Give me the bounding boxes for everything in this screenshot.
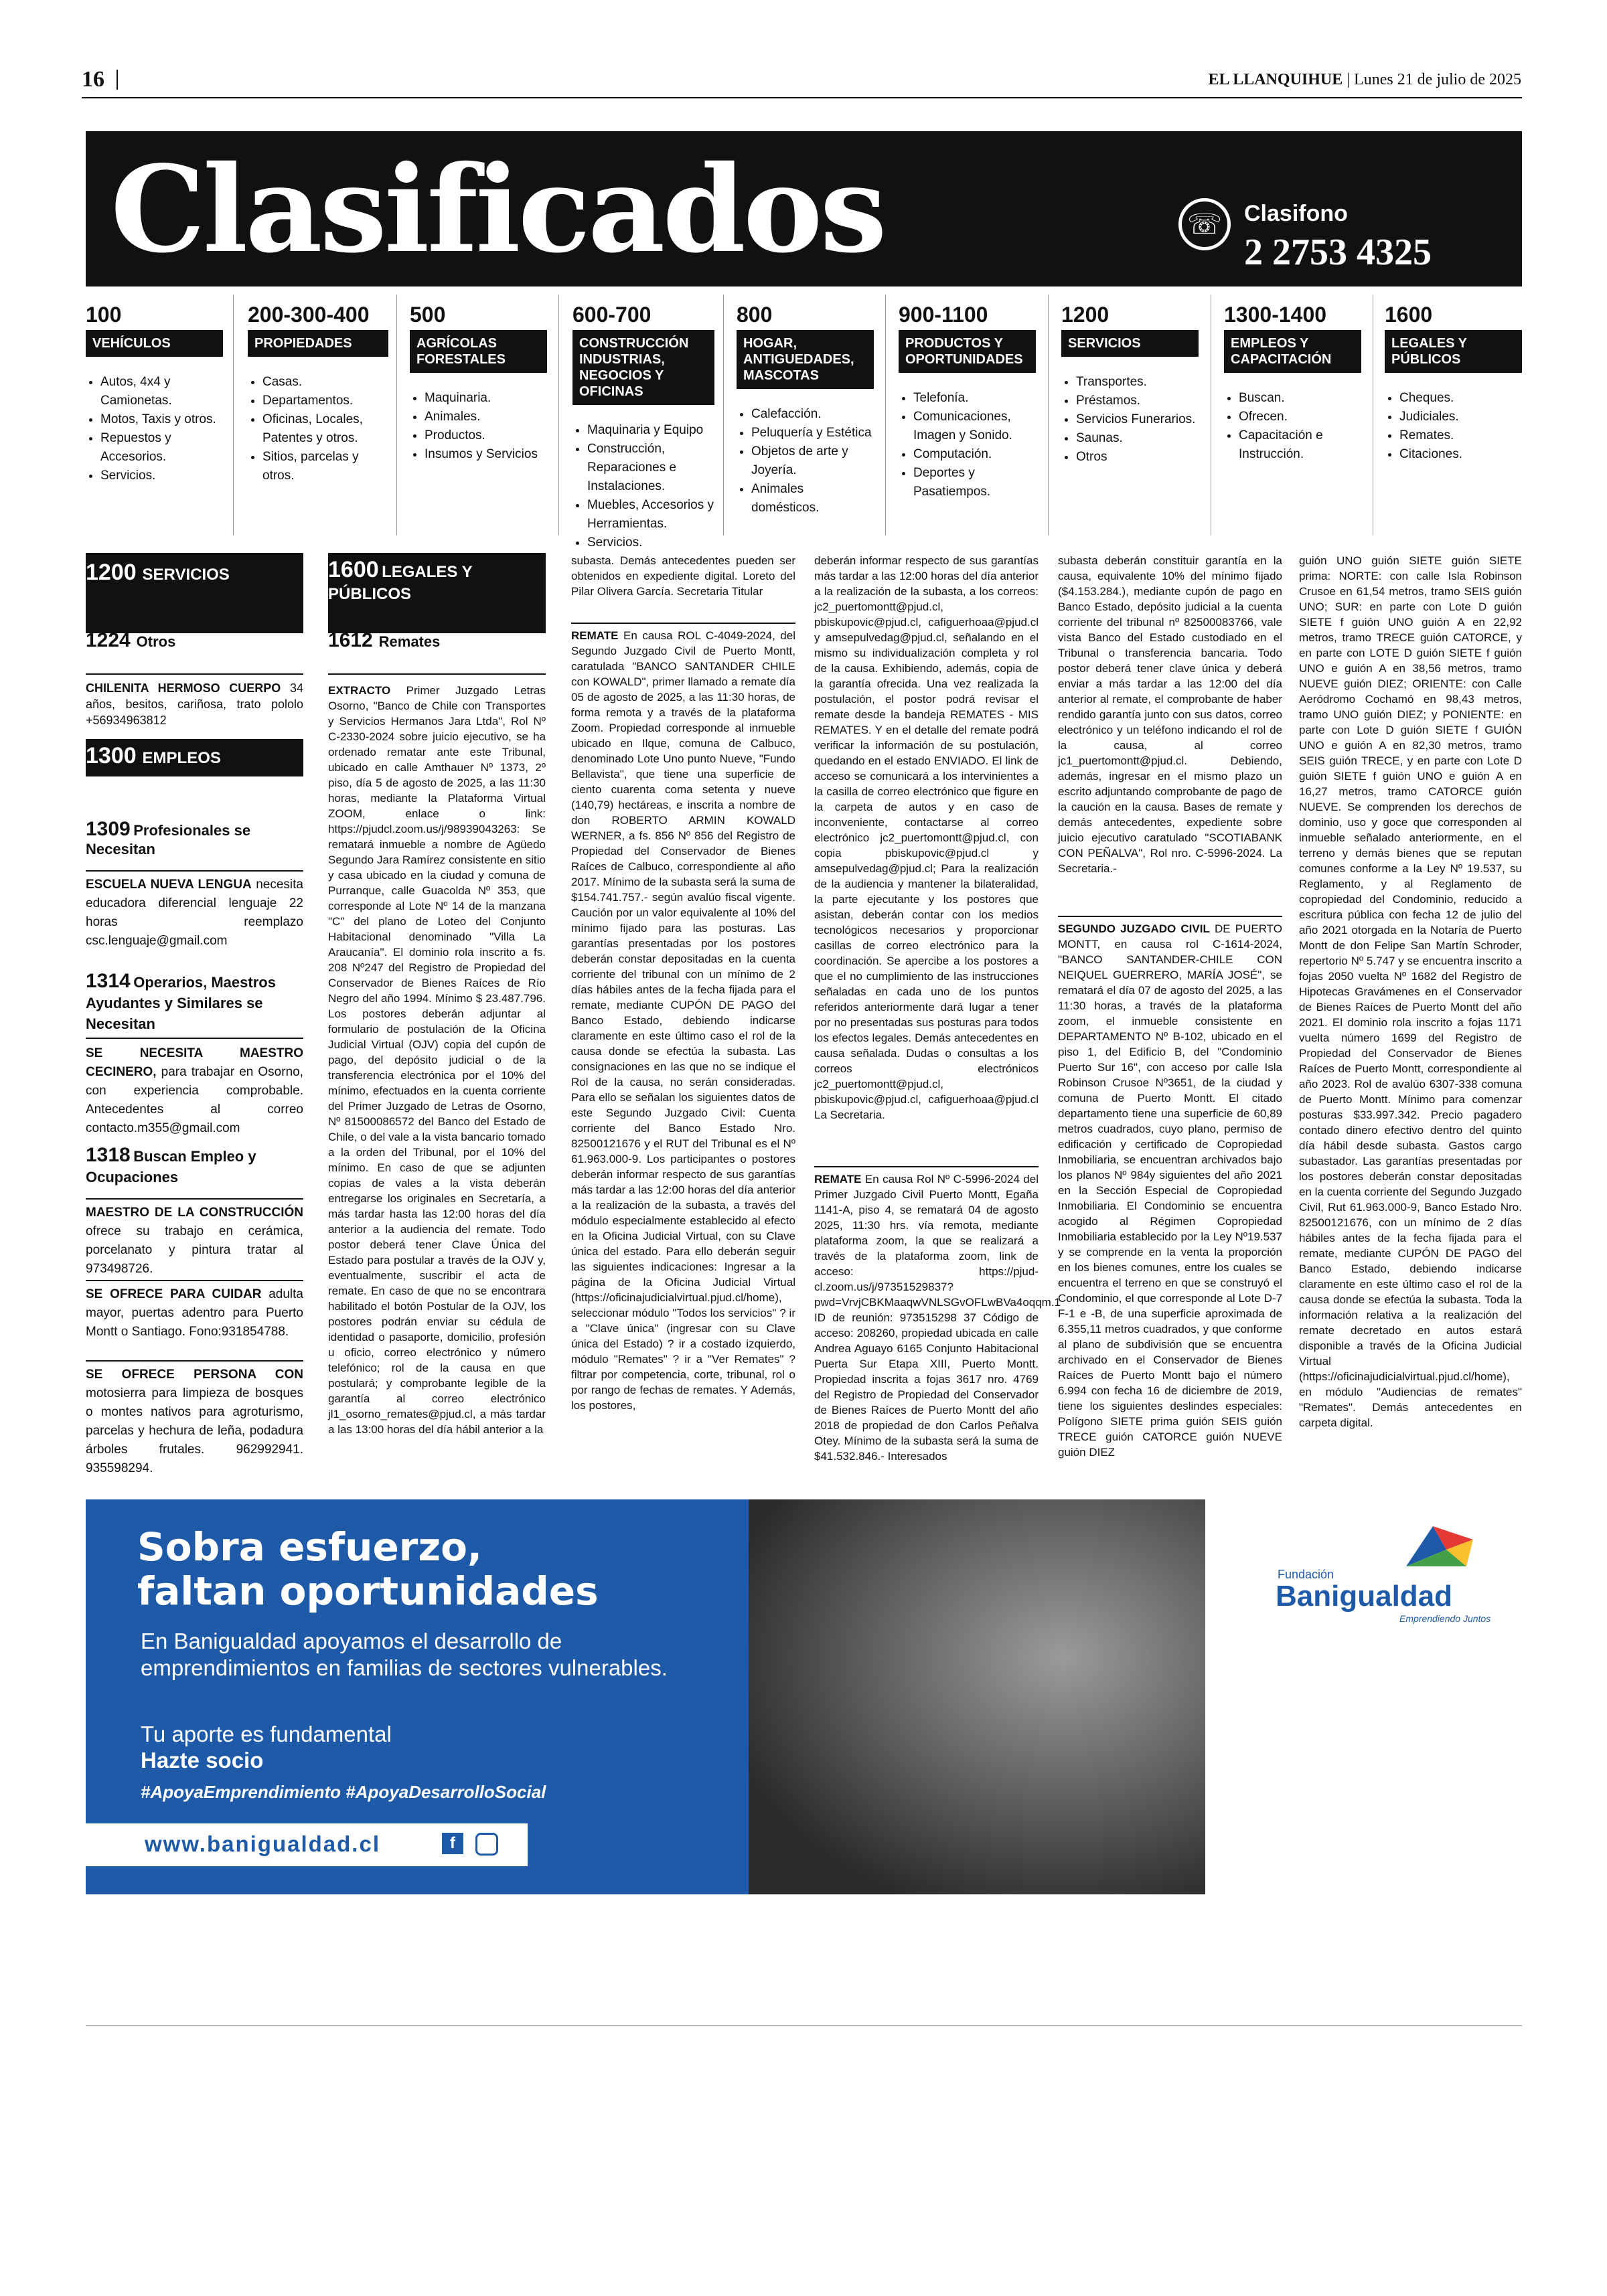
list-item: • Motos, Taxis y otros. [100, 410, 223, 429]
notice-text: En causa ROL C-4049-2024, del Segundo Juzgado Civil de Puerto Montt, caratulada "BANCO SANTANDER CHILE con KOWALD", primer llamado a remate día 05 de agosto de 2025, a las 11:30 horas, de forma remota y a través de la plataforma Zoom. Propiedad corresponde al inmueble ubicado en Ilque, comuna de Calbuco, denominado Lote Uno punto Nueve, "Fundo Bellavista", que tiene una superficie de ciento cuarenta coma setenta y nueve (140,79) hectáreas, e inscrita a nombre de don ROBERTO ARMIN KOWALD WERNER, a fs. 856 Nº 856 del Registro de Propiedad del Conservador de Bienes Raíces de Calbuco, correspondiente al año 2017. Mínimo de la subasta será la suma de $154.741.757.- según avalúo fiscal vigente. Caución por un valor equivalente al 10% del mínimo fijado para las posturas. Las garantías presentadas por los postores deberán constar depositadas en la cuenta corriente del tribunal con un mínimo de 2 días hábiles antes de la fecha fijada para el remate, mediante CUPÓN DE PAGO del Banco Estado, debiendo indicarse claramente en este último caso el rol de la causa donde se efectúa la subasta. Las consignaciones en las que no se indique el Rol de la causa, no serán consideradas. Para ello se señalan los siguientes datos de este Segundo Juzgado Civil: Cuenta corriente del Banco Estado Nro. 82500121676 y el RUT del Tribunal es el Nº 61.963.000-9. Los participantes o postores deberán informar respecto de sus garantías más tardar a las 12:00 horas del día anterior a la realización de la subasta, a través del módulo especialmente establecido al efecto en la Oficina Judicial Virtual, con su Clave única del estado. Para ello deberán seguir las siguientes indicaciones: Ingresar a la página de la Oficina Judicial Virtual (https://oficinajudicialvirtual.pjud.cl/home), seleccionar módulo "Todos los servicios" ? ir a "Clave única" (ingresar con su Clave única del Estado) ? ir a costado izquierdo, módulo "Remates" ? ir a "Ver Remates" ? filtrar por competencia, corte, tribunal, rol o por rango de fechas de remates. Y Además, los postores, [571, 629, 795, 1412]
category-name: SERVICIOS [1061, 330, 1199, 357]
list-item: • Servicios. [100, 467, 223, 485]
category-productos [899, 303, 1036, 501]
subsection-code: 1314 [86, 970, 131, 992]
list-item: • Objetos de arte y Joyería. [751, 442, 874, 480]
category-name: AGRÍCOLAS FORESTALES [410, 330, 547, 373]
section-name: SERVICIOS [142, 566, 230, 584]
section-code: 1200 [86, 560, 137, 585]
classified-ad [86, 1285, 303, 1341]
section-code: 1600 [328, 557, 379, 582]
ad-heading: ESCUELA NUEVA LENGUA [86, 878, 252, 892]
masthead: EL LLANQUIHUE | Lunes 21 de julio de 2025 [1208, 71, 1521, 88]
column-divider [885, 295, 886, 536]
category-name: LEGALES Y PÚBLICOS [1385, 330, 1522, 373]
notice-heading: REMATE [814, 1173, 862, 1185]
page-number-divider [117, 70, 118, 90]
ad-text: ofrece su trabajo en cerámica, porcelanato y pintura tratar al 973498726. [86, 1224, 303, 1276]
category-name: CONSTRUCCIÓN INDUSTRIAS, NEGOCIOS Y OFICINAS [572, 330, 714, 405]
list-item: • Citaciones. [1399, 445, 1522, 464]
category-propiedades [248, 303, 388, 485]
category-items [248, 373, 388, 485]
category-code: 1200 [1061, 303, 1109, 327]
notice-heading: REMATE [571, 629, 619, 642]
list-item: • Comunicaciones, Imagen y Sonido. [913, 408, 1036, 445]
list-item: • Remates. [1399, 426, 1522, 445]
legal-notice [1058, 553, 1282, 914]
list-item: • Deportes y Pasatiempos. [913, 464, 1036, 501]
classified-ad [86, 1044, 303, 1138]
list-item: • Telefonía. [913, 389, 1036, 408]
column-divider [723, 295, 724, 536]
subsection-code: 1318 [86, 1144, 131, 1166]
subsection-operarios [86, 972, 303, 1036]
subsection-code: 1612 [328, 629, 373, 651]
subsection-otros [86, 629, 175, 652]
category-items [1224, 389, 1361, 464]
list-item: • Casas. [262, 373, 388, 392]
subsection-code: 1224 [86, 629, 131, 651]
category-code: 1300-1400 [1224, 303, 1327, 327]
list-item: • Productos. [425, 426, 547, 445]
section-name: EMPLEOS [142, 749, 221, 767]
classified-ad [86, 1366, 303, 1478]
category-hogar [737, 303, 874, 517]
list-item: • Judiciales. [1399, 408, 1522, 426]
instagram-icon [475, 1833, 498, 1856]
list-item: • Calefacción. [751, 405, 874, 424]
list-item: • Peluquería y Estética [751, 424, 874, 442]
legal-notice [1299, 553, 1522, 1446]
notice-text: Primer Juzgado Letras Osorno, "Banco de Chile con Transportes y Servicios Hermanos Jara Ltda", Rol Nº C-2330-2024 sobre juicio ejecutivo, se ha ordenado rematar ante este Tribunal, ubicado en calle Amthauer Nº 1373, 2º piso, día 5 de agosto de 2025, a las 11:30 horas, mediante la Plataforma Virtual ZOOM, enlace o link: https://pjudcl.zoom.us/j/98939043263: Se rematará inmueble a nombre de Agüedo Segundo Jara Ramírez consistente en sitio y casa ubicado en la ciudad y comuna de Purranque, calle Guacolda Nº 353, que corresponde al Lote Nº 14 de la manzana "C" del plano de Loteo del Conjunto Habitacional denominado "Villa La Araucanía". El dominio rola inscrito a fs. 208 Nº247 del Registro de Propiedad del Conservador de Bienes Raíces de Río Negro del año 1994. Mínimo $ 23.487.796. Los postores deberán adjuntar al formulario de postulación de la Oficina Judicial Virtual (OJV) copia del cupón de pago, del depósito judicial o de la transferencia electrónica por el 10% del mínimo, efectuados en la cuenta corriente del Primer Juzgado de Letras de Osorno, Nº 81500086572 del Banco del Estado de Chile, o del vale a la vista bancario tomado a la orden del Tribunal, por el 10% del mínimo. En caso de que se adjunten copias de vales a la vista deberán entregarse los originales en Secretaría, a más tardar hasta las 12:00 horas del día anterior a la audiencia del remate. Todo postor deberá tener Clave Única del Estado para postular a través de la OJV y, eventualmente, suscribir el acta de remate. En caso de que no se encontrara habilitado el botón Postular de la OJV, los postores podrán enviar su cédula de identidad o pasaporte, domicilio, profesión u oficio, correo electrónico y número telefónico; rol de la causa en que postulará; y comprobante legible de la garantía al correo electrónico jl1_osorno_remates@pjud.cl, a más tardar a las 13:00 horas del día hábil anterior a la [328, 684, 546, 1436]
promo-url: www.banigualdad.cl [145, 1831, 380, 1856]
category-items [410, 389, 547, 464]
divider [86, 673, 303, 675]
promo-body: En Banigualdad apoyamos el desarrollo de emprendimientos en familias de sectores vulnerables. [141, 1629, 668, 1680]
subsection-name: Otros [136, 633, 176, 650]
divider [1058, 916, 1282, 917]
list-item: • Buscan. [1239, 389, 1361, 408]
category-code: 500 [410, 303, 446, 327]
category-empleos [1224, 303, 1361, 464]
list-item: • Insumos y Servicios [425, 445, 547, 464]
ad-text: necesita educadora diferencial lenguaje 22 horas reemplazo csc.lenguaje@gmail.com [86, 878, 304, 948]
section-header-legales [328, 553, 546, 633]
divider [814, 1166, 1039, 1167]
category-servicios [1061, 303, 1199, 467]
column-divider [396, 295, 397, 536]
list-item: • Cheques. [1399, 389, 1522, 408]
ad-heading: CHILENITA HERMOSO CUERPO [86, 681, 281, 695]
list-item: • Animales. [425, 408, 547, 426]
notice-text: subasta deberán constituir garantía en la causa, equivalente 10% del mínimo fijado ($4.153.284.), mediante cupón de pago en Banco Estado, depósito judicial a la cuenta corriente del tribunal nº 82500083766, vale vista Banco del Estado custodiado en el Tribunal o transferencia bancaria. Todo postor deberá tener clave única y deberá enviar a más tardar a las 12:00 del día anterior al remate, el comprobante de haber rendido garantía junto con sus datos, correo electrónico y un teléfono indicando el rol de la causa, al correo jc1_puertomontt@pjud.cl. Debiendo, además, ingresar en el mismo plazo un escrito adjuntando comprobante de pago de la caución en la causa. Bases de remate y demás antecedentes, expediente sobre juicio ejecutivo caratulado "SCOTIABANK CON PEÑALVA", Rol nro. C-5996-2024. La Secretaria.- [1058, 554, 1282, 875]
subsection-profesionales [86, 818, 303, 858]
section-title: Clasificados [110, 139, 885, 279]
logo-subtitle: Emprendiendo Juntos [1399, 1613, 1491, 1624]
category-items [899, 389, 1036, 501]
list-item: • Oficinas, Locales, Patentes y otros. [262, 410, 388, 448]
category-name: EMPLEOS Y CAPACITACIÓN [1224, 330, 1361, 373]
classified-ad [86, 1204, 303, 1279]
ad-heading: SE NECESITA MAESTRO CECINERO, [86, 1046, 303, 1079]
section-name: LEGALES Y PÚBLICOS [328, 563, 473, 603]
category-items [1061, 373, 1199, 467]
category-name: HOGAR, ANTIGUEDADES, MASCOTAS [737, 330, 874, 389]
legal-notice [571, 553, 795, 599]
ad-heading: SE OFRECE PARA CUIDAR [86, 1287, 262, 1301]
legal-notice [814, 1171, 1061, 1463]
ad-text: para trabajar en Osorno, con experiencia comprobable. Antecedentes al correo contacto.m355@gmail.com [86, 1065, 303, 1135]
divider [86, 1280, 303, 1281]
notice-text: En causa Rol Nº C-5996-2024 del Primer Juzgado Civil Puerto Montt, Egaña 1141-A, piso 4, se rematará 04 de agosto 2025, 11:30 hrs. vía remota, mediante plataforma zoom, la que se realizará a través de la plataforma zoom, link de acceso: https://pjud-cl.zoom.us/j/97351529837?pwd=VrvjCBKMaaqwVNLSGvOFLwBVa4oqqm.1 ID de reunión: 973515298 37 Código de acceso: 208260, propiedad ubicada en calle Andrea Aguayo 6165 Conjunto Habitacional Puerta Sur Etapa XIII, Puerto Montt. Propiedad inscrita a fojas 3617 nro. 4769 del Registro de Propiedad del Conservador de Bienes Raíces de Puerto Montt del año 2018 de propiedad de don Carlos Peñalva Otey. Mínimo de la subasta será la suma de $41.532.846.- Interesados [814, 1173, 1061, 1463]
list-item: • Maquinaria y Equipo [587, 421, 714, 440]
notice-text: DE PUERTO MONTT, en causa rol C-1614-2024, "BANCO SANTANDER-CHILE CON NEIQUEL GUERRERO, MARÍA JOSÉ", se rematará el día 07 de agosto del 2025, a las 11:30 horas, a través de la plataforma zoom, el inmueble consistente en DEPARTAMENTO Nº B-102, ubicado en el piso 1, del Edificio B, del "Condominio Puerto Sur 16", con acceso por calle Isla Robinson Crusoe Nº3651, de la ciudad y comuna de Puerto Montt. El citado departamento tiene una superficie de 60,89 metros cuadrados, cuyo plano, permiso de edificación y certificado de Copropiedad Inmobiliaria, se encuentran archivados bajo los planos Nº 984y siguientes del año 2021 en la Sección Especial de Copropiedad Inmobiliaria. El Condominio se encuentra acogido al Régimen Copropiedad Inmobiliaria establecido por la Ley Nº19.537 y se comprende en la venta la proporción en los bienes comunes, entre los cuales se encuentra el terreno en que se construyó el Condominio, el que corresponde al Lote D-7 F-1 e -B, de una superficie aproximada de 6.355,11 metros cuadrados, y que conforme al plano de subdivisión que se encuentra archivado en el Conservador de Bienes Raíces de Puerto Montt bajo el número 6.994 con fecha 16 de diciembre de 2019, tiene los siguientes deslindes especiales: Polígono SIETE prima guión SEIS guión TRECE guión CATORCE guión NUEVE guión DIEZ [1058, 922, 1282, 1459]
notice-text: subasta. Demás antecedentes pueden ser obtenidos en expediente digital. Loreto del Pilar Olivera García. Secretaria Titular [571, 554, 795, 598]
category-code: 1600 [1385, 303, 1433, 327]
subsection-name: Profesionales se Necesitan [86, 822, 251, 857]
subsection-remates [328, 629, 440, 652]
ad-text: adulta mayor, puertas adentro para Puerto Montt o Santiago. Fono:931854788. [86, 1287, 303, 1339]
facebook-icon: f [442, 1833, 463, 1854]
category-items [86, 373, 223, 485]
page-number: 16 [82, 67, 104, 92]
list-item: • Préstamos. [1076, 392, 1199, 410]
promo-cta: Hazte socio [141, 1748, 264, 1773]
banigualdad-logo-icon [1399, 1520, 1480, 1573]
classified-ad [86, 680, 303, 728]
issue-date: Lunes 21 de julio de 2025 [1354, 71, 1521, 88]
promo-tagline: Tu aporte es fundamental [141, 1722, 392, 1746]
category-legales [1385, 303, 1522, 464]
subsection-name: Operarios, Maestros Ayudantes y Similares se Necesitan [86, 974, 276, 1032]
newspaper-name: EL LLANQUIHUE [1208, 71, 1343, 88]
phone-icon: ☏ [1178, 198, 1231, 250]
list-item: • Servicios. [587, 534, 714, 552]
notice-heading: EXTRACTO [328, 684, 391, 697]
phone-number: 2 2753 4325 [1244, 232, 1432, 273]
category-code: 200-300-400 [248, 303, 370, 327]
list-item: • Otros [1076, 448, 1199, 467]
list-item: • Muebles, Accesorios y Herramientas. [587, 496, 714, 534]
logo-prefix: Fundación [1278, 1568, 1334, 1581]
legal-notice [1058, 921, 1282, 1459]
list-item: • Saunas. [1076, 429, 1199, 448]
divider [86, 1198, 303, 1200]
divider [328, 673, 546, 675]
headline-line: Sobra esfuerzo, [137, 1524, 483, 1570]
ad-heading: MAESTRO DE LA CONSTRUCCIÓN [86, 1206, 303, 1220]
subsection-code: 1309 [86, 818, 131, 840]
list-item: • Autos, 4x4 y Camionetas. [100, 373, 223, 410]
divider [86, 1360, 303, 1362]
category-code: 600-700 [572, 303, 652, 327]
list-item: • Sitios, parcelas y otros. [262, 448, 388, 485]
promo-headline [137, 1525, 599, 1613]
category-code: 800 [737, 303, 773, 327]
notice-heading: SEGUNDO JUZGADO CIVIL [1058, 922, 1210, 935]
section-header-servicios [86, 553, 303, 633]
ad-text: 34 años, besitos, cariñosa, trato pololo +56934963812 [86, 681, 303, 727]
list-item: • Departamentos. [262, 392, 388, 410]
column-divider [558, 295, 559, 536]
category-agricolas [410, 303, 547, 464]
category-code: 900-1100 [899, 303, 988, 327]
category-name: PRODUCTOS Y OPORTUNIDADES [899, 330, 1036, 373]
subsection-buscan-empleo [86, 1146, 303, 1189]
list-item: • Transportes. [1076, 373, 1199, 392]
list-item: • Ofrecen. [1239, 408, 1361, 426]
ad-text: motosierra para limpieza de bosques o montes nativos para agroturismo, parcelas y hechura de leña, podadura árboles frutales. 962992941. 935598294. [86, 1386, 303, 1475]
phone-label: Clasifono [1244, 201, 1348, 226]
list-item: • Capacitación e Instrucción. [1239, 426, 1361, 464]
list-item: • Animales domésticos. [751, 480, 874, 517]
legal-notice [571, 628, 795, 1446]
notice-text: deberán informar respecto de sus garantías más tardar a las 12:00 horas del día anterior a la realización de la subasta, a los correos: jc2_puertomontt@pjud.cl, pbiskupovic@pjud.cl, cafiguerhoaa@pjud.cl y amsepulvedag@pjud.cl, señalando en el mismo su individualización completa y rol de la causa. Exhibiendo, además, copia de la garantía ofrecida. Una vez realizada la postulación, el postor podrá revisar el remate desde la bandeja REMATES - MIS REMATES. Y en el detalle del remate podrá verificar la información de su postulación, quedando en el estado ENVIADO. El link de acceso se comunicará a los intervinientes a la casilla de correo electrónico que figure en la carpeta de autos y en caso de inconveniente, contactarse al correo electrónico jc2_puertomontt@pjud.cl, con copia pbiskupovic@pjud.cl y amsepulvedag@pjud.cl; Para la realización de la audiencia y mantener la bilateralidad, la parte ejecutante y los postores que asistan, deberán contar con los medios tecnológicos necesarios y proporcionar casillas de correo electrónico para la coordinación. Se apercibe a los postores a que el no cumplimiento de las instrucciones señaladas en cada uno de los puntos referidos anteriormente dará lugar a tener por no presentadas sus posturas para todos los efectos legales. Demás antecedentes en causa señalada. Dudas o consultas a los correos electrónicos jc2_puertomontt@pjud.cl, pbiskupovic@pjud.cl, cafiguerhoaa@pjud.cl La Secretaria. [814, 554, 1039, 1121]
category-items [572, 421, 714, 552]
notice-text: guión UNO guión SIETE guión SIETE prima: NORTE: con calle Isla Robinson Crusoe en 61,54 metros, tramo SEIS guión UNO; SUR: en parte con Lote D guión SIETE f guión UNO guión A en 22,92 metros, tramo TRECE guión CATORCE, y en parte con LOTE D guión SIETE f guión UNO e guión A en 38,56 metros, tramo NUEVE guión DIEZ; ORIENTE: con Calle Aeródromo Cochamó en 98,43 metros, tramo UNO guión DIEZ; y PONIENTE: en parte con Lote D guión SIETE f GUIÓN UNO e guión A en 82,30 metros, tramo SEIS guión TRECE, y en parte con Lote D guión SIETE f guión UNO e guión A en 16,27 metros, tramo CATORCE guión NUEVE. Se comprenden los derechos de dominio, uso y goce que corresponden al inmueble señalado anteriormente, en el terreno y demás bienes que se reputan comunes conforme a la Ley Nº 19.537, su Reglamento, y al Reglamento de copropiedad del Condominio, reducido a escritura pública con fecha 12 de julio del año 2021 otorgada en la Notaría de Puerto Montt de don Felipe San Martín Schroder, repertorio Nº 5.747 y se encuentra inscrito a fojas 2050 vuelta Nº 1682 del Registro de Hipotecas Gravámenes en el Conservador de Bienes Raíces de Puerto Montt del año 2021. El dominio rola inscrito a fojas 1171 vuelta número 1699 del Registro de Propiedad del Conservador de Bienes Raíces de Puerto Montt, correspondiente al año 2023. Rol de avalúo 6307-338 comuna de Puerto Montt. Mínimo para comenzar posturas $33.997.342. Precio pagadero contado dinero efectivo dentro del quinto día hábil desde subasta. Gastos cargo subastador. Las garantías presentadas por los postores deberán constar depositadas en la cuenta corriente del Segundo Juzgado Civil, Rut 61.963.000-9, Banco Estado Nro. 82500121676, con un mínimo de 2 días hábiles antes de la fecha fijada para el remate, mediante CUPÓN DE PAGO del Banco Estado, debiendo indicarse claramente en este último caso el rol de la causa donde se efectúa la subasta. Toda la información relativa a la realización del remate decretado en autos estará disponible a través de la Oficina Judicial Virtual (https://oficinajudicialvirtual.pjud.cl/home), en módulo "Audiencias de remates" "Remates". Demás antecedentes en carpeta digital. [1299, 554, 1522, 1429]
footer-rule [86, 2025, 1522, 2026]
subsection-name: Remates [378, 633, 441, 650]
column-divider [233, 295, 234, 536]
list-item: • Construcción, Reparaciones e Instalaciones. [587, 440, 714, 496]
list-item: • Maquinaria. [425, 389, 547, 408]
legal-notice [814, 553, 1039, 1163]
promo-hashtags: #ApoyaEmprendimiento #ApoyaDesarrolloSocial [141, 1782, 546, 1802]
divider [571, 623, 795, 624]
category-vehiculos [86, 303, 223, 485]
section-header-empleos [86, 739, 303, 776]
classified-ad [86, 876, 303, 951]
header-rule [82, 97, 1522, 98]
list-item: • Servicios Funerarios. [1076, 410, 1199, 429]
legal-notice [328, 683, 546, 1446]
logo-name: Banigualdad [1276, 1580, 1453, 1613]
category-items [737, 405, 874, 517]
category-construccion [572, 303, 714, 552]
category-code: 100 [86, 303, 122, 327]
category-items [1385, 389, 1522, 464]
headline-line: faltan oportunidades [137, 1568, 599, 1614]
column-divider [1048, 295, 1049, 536]
category-name: PROPIEDADES [248, 330, 388, 357]
subsection-name: Buscan Empleo y Ocupaciones [86, 1148, 256, 1185]
list-item: • Repuestos y Accesorios. [100, 429, 223, 467]
divider [86, 870, 303, 872]
section-code: 1300 [86, 743, 137, 768]
list-item: • Computación. [913, 445, 1036, 464]
divider [86, 1038, 303, 1039]
category-name: VEHÍCULOS [86, 330, 223, 357]
ad-heading: SE OFRECE PERSONA CON [86, 1368, 303, 1382]
